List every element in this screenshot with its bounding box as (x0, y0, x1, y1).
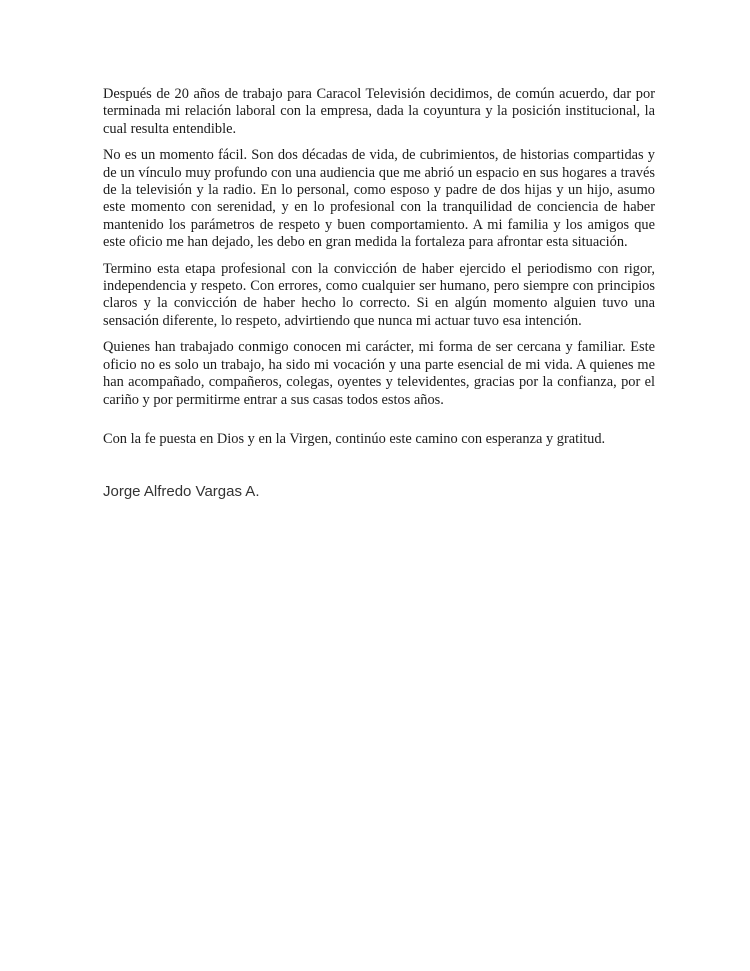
closing-line: Con la fe puesta en Dios y en la Virgen, continúo este camino con esperanza y gratitud. (103, 430, 606, 447)
letter-paragraph-1: Después de 20 años de trabajo para Caracol Televisión decidimos, de común acuerdo, dar por terminada mi relación laboral con la empresa, dada la coyuntura y la posición institucional, la cual resulta entendible. (103, 86, 655, 137)
letter-body (103, 86, 655, 501)
letter-paragraph-4: Quienes han trabajado conmigo conocen mi carácter, mi forma de ser cercana y familiar. Este oficio no es solo un trabajo, ha sido mi vocación y una parte esencial de mi vida. A quienes me han acompañado, compañeros, colegas, oyentes y televidentes, gracias por la confianza, por el cariño y por permitirme entrar a sus casas todos estos años. (103, 339, 655, 408)
letter-paragraph-3: Termino esta etapa profesional con la convicción de haber ejercido el periodismo con rigor, independencia y respeto. Con errores, como cualquier ser humano, pero siempre con principios claros y la convicción de haber hecho lo correcto. Si en algún momento alguien tuvo una sensación diferente, lo respeto, advirtiendo que nunca mi actuar tuvo esa intención. (103, 260, 655, 329)
signature-name: Jorge Alfredo Vargas A. (103, 483, 260, 501)
letter-paragraph-2: No es un momento fácil. Son dos décadas de vida, de cubrimientos, de historias compartidas y de un vínculo muy profundo con una audiencia que me abrió un espacio en sus hogares a través de la televisión y la radio. En lo personal, como esposo y padre de dos hijas y un hijo, asumo este momento con serenidad, y en lo profesional con la tranquilidad de conciencia de haber mantenido los parámetros de respeto y buen comportamiento. A mi familia y los amigos que este oficio me han dejado, les debo en gran medida la fortaleza para afrontar esta situación. (103, 147, 655, 251)
